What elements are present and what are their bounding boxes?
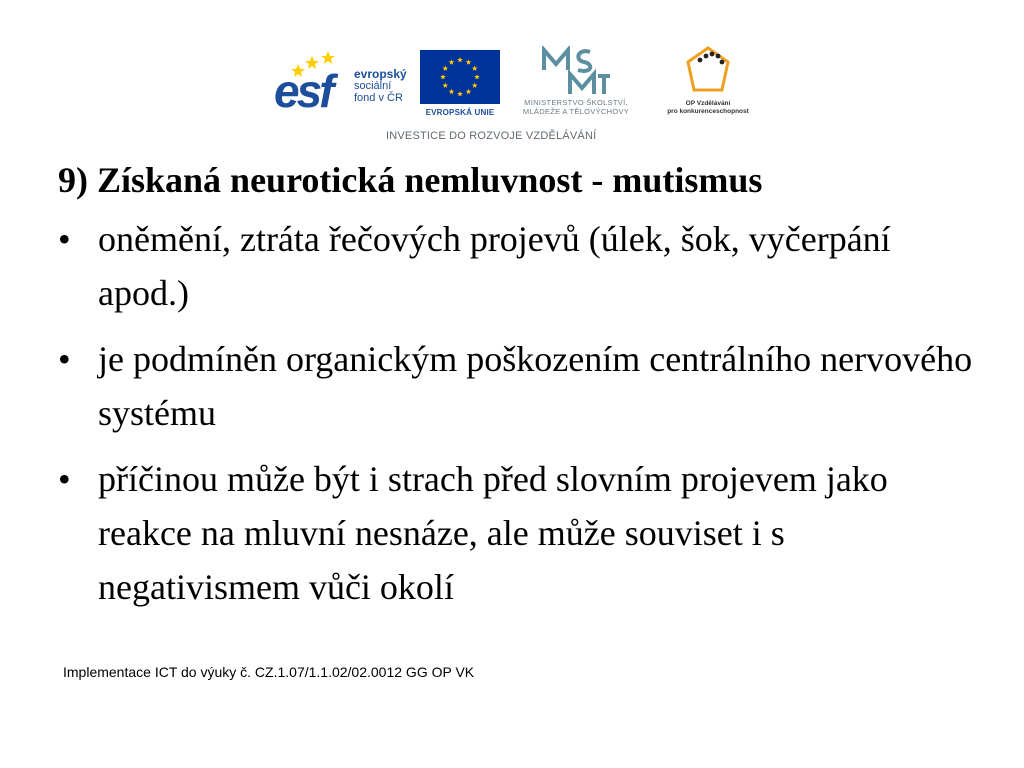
eu-caption: EVROPSKÁ UNIE	[425, 108, 495, 117]
bullet-item	[58, 212, 978, 320]
bullet-text: příčinou může být i strach před slovním projevem jako reakce na mluvní nesnáze, ale může souviset i s negativismem vůči okolí	[98, 459, 888, 607]
bullet-symbol: •	[58, 219, 71, 259]
esf-wordmark: esf	[274, 65, 332, 117]
slide-title: 9) Získaná neurotická nemluvnost - mutismus	[58, 160, 763, 200]
footer-text: Implementace ICT do výuky č. CZ.1.07/1.1.02/02.0012 GG OP VK	[63, 664, 475, 680]
msmt-caption: MINISTERSTVO ŠKOLSTVÍ, MLÁDEŽE A TĚLOVÝCHOVY	[522, 98, 630, 116]
bullet-symbol: •	[58, 459, 71, 499]
msmt-mark-icon	[540, 46, 612, 96]
bullet-list	[58, 212, 978, 626]
op-vk-caption: OP Vzdělávání pro konkurenceschopnost	[667, 100, 749, 115]
op-vk-logo	[660, 44, 756, 124]
bullet-symbol: •	[58, 339, 71, 379]
esf-logo	[274, 50, 410, 120]
msmt-logo	[506, 46, 646, 122]
bullet-text: oněmění, ztráta řečových projevů (úlek, šok, vyčerpání apod.)	[98, 219, 891, 313]
banner-subtitle: INVESTICE DO ROZVOJE VZDĚLÁVÁNÍ	[386, 130, 597, 142]
eu-flag-icon	[420, 50, 500, 104]
logo-banner	[268, 44, 758, 146]
esf-caption: evropský sociální fond v ČR	[354, 67, 407, 104]
bullet-item	[58, 452, 978, 614]
bullet-text: je podmíněn organickým poškozením centrálního nervového systému	[98, 339, 973, 433]
eu-logo	[418, 50, 502, 122]
bullet-item	[58, 332, 978, 440]
op-vk-mark-icon	[680, 44, 736, 96]
